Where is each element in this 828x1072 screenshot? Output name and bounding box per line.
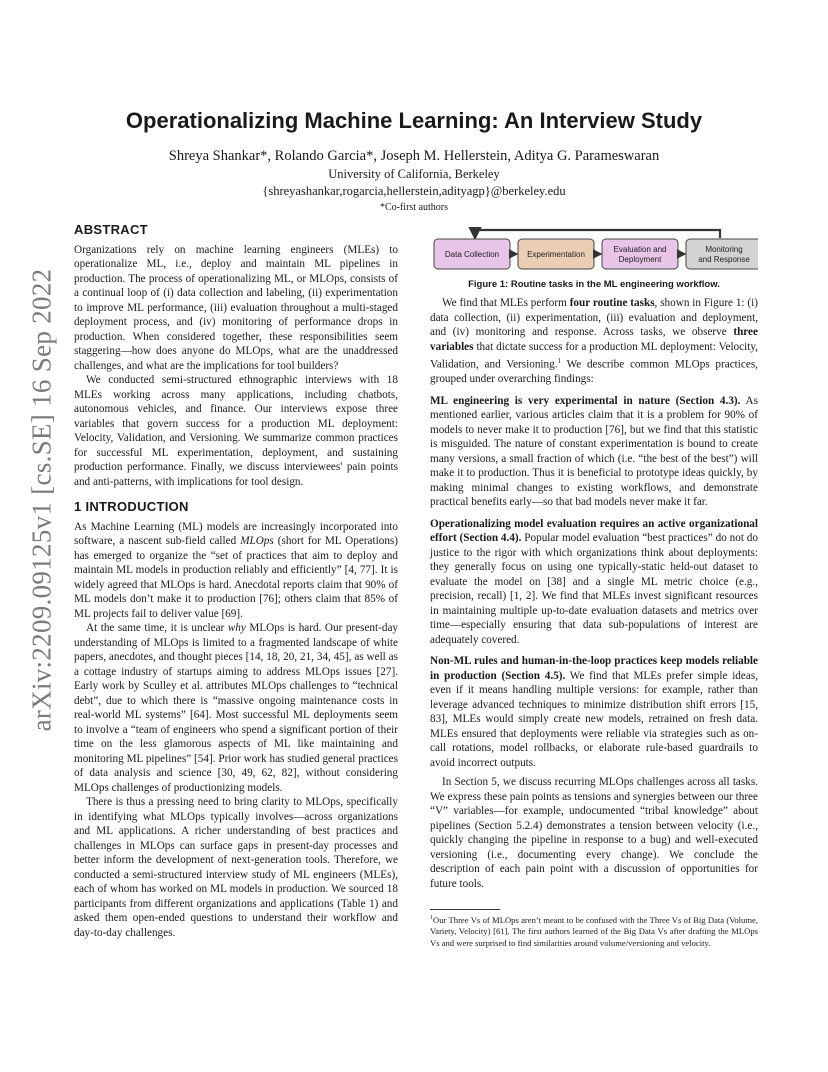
arxiv-side-identifier (22, 268, 62, 732)
workflow-box-label-4: Monitoring and Response (698, 245, 750, 264)
footnote: $^1$Our Three Vs of MLOps aren’t meant to be confused with the Three Vs of Big Data (Volume, Variety, Velocity) [61]. The first authors learned of the Big Data Vs after drafting the MLOps Vs and were surprised to find similarities around volume/versioning and velocity. (430, 914, 758, 948)
workflow-box-4 (686, 239, 758, 269)
co-first-note: *Co-first authors (379, 202, 449, 213)
left-column (74, 223, 398, 940)
workflow-box-label-3: Evaluation and Deployment (613, 245, 667, 264)
author-list: Shreya Shankar*, Rolando Garcia*, Joseph M. Hellerstein, Aditya G. Parameswaran (168, 148, 660, 164)
feedback-loop-arrow (475, 230, 720, 238)
findings-intro-paragraph: We find that MLEs perform four routine tasks, shown in Figure 1: (i) data collection, (ii) experimentation, (iii) evaluation and deployment, and (iv) monitoring and response. Across tasks, we observe three variables that dictate success for a production ML deployment: Velocity, Validation, and Versioning.$^1$ We describe common MLOps practices, grouped under overarching findings: (430, 297, 758, 386)
paper-title: Operationalizing Machine Learning: An Interview Study (125, 108, 703, 133)
intro-paragraph-3: There is thus a pressing need to bring clarity to MLOps, specifically in identifying what MLOps typically involves—across organizations and ML applications. A richer understanding of best practices and challenges in MLOps can surface gaps in present-day processes and better inform the development of next-generation tools. Therefore, we conducted a semi-structured interview study of ML engineers (MLEs), each of whom has worked on ML models in production. We sourced 18 participants from different organizations and applications (Table 1) and asked them open-ended questions to understand their workflow and day-to-day challenges. (74, 796, 398, 939)
abstract-heading: ABSTRACT (74, 222, 148, 237)
finding-reliability: Non-ML rules and human-in-the-loop practices keep models reliable in production (Section 4.5). We find that MLEs prefer simple ideas, even if it means handling multiple versions: for example, rather than leverage advanced techniques to minimize distribution shift errors [15, 83], MLEs would simply create new models, retrained on fresh data. MLEs ensured that deployments were reliable via strategies such as on-call rotations, model rollbacks, or elaborate rule-based guardrails to avoid incorrect outputs. (430, 655, 758, 769)
author-emails: {shreyashankar,rogarcia,hellerstein,adityagp}@berkeley.edu (262, 184, 566, 198)
abstract-paragraph-2: We conducted semi-structured ethnographic interviews with 18 MLEs working across many applications, including chatbots, autonomous vehicles, and finance. Our interviews expose three variables that govern success for a production ML deployment: Velocity, Validation, and Versioning. We summarize common practices for successful ML experimentation, deployment, and sustaining production performance. Finally, we discuss interviewees' pain points and anti-patterns, with implications for tool design. (74, 374, 398, 488)
right-column (430, 296, 758, 891)
challenges-paragraph: In Section 5, we discuss recurring MLOps challenges across all tasks. We express these pain points as tensions and synergies between our three “V” variables—for example, undocumented “tribal knowledge” about pipelines (Section 5.2.4) demonstrates a tension between velocity (i.e., quickly changing the pipeline in response to a bug) and well-executed versioning (i.e., documenting every change). We conclude the description of each pain point with a discussion of opportunities for future tools. (430, 776, 758, 890)
intro-paragraph-1: As Machine Learning (ML) models are increasingly incorporated into software, a nascent sub-field called MLOps (short for ML Operations) has emerged to organize the “set of practices that aim to deploy and maintain ML models in production reliably and efficiently” [4, 77]. It is widely agreed that MLOps is hard. Anecdotal reports claim that 90% of ML models don’t make it to production [76]; others claim that 85% of ML projects fail to deliver value [69]. (74, 520, 398, 620)
workflow-box-label-2: Experimentation (527, 250, 585, 259)
introduction-heading: 1 INTRODUCTION (74, 499, 189, 514)
footnote-rule (430, 909, 500, 910)
intro-paragraph-2: At the same time, it is unclear why MLOps is hard. Our present-day understanding of MLOps is limited to a fragmented landscape of white papers, anecdotes, and thought pieces [14, 18, 20, 21, 34, 45], as well as a cottage industry of startups aiming to address MLOps issues [27]. Early work by Sculley et al. attributes MLOps challenges to “technical debt”, due to which there is “massive ongoing maintenance costs in real-world ML systems” [64]. Most successful ML deployments seem to involve a “team of engineers who spend a significant portion of their time on the less glamorous aspects of ML like maintaining and monitoring ML pipelines” [54]. Prior work has studied general practices of data analysis and science [30, 49, 62, 82], without considering MLOps challenges of productionizing models. (74, 622, 399, 794)
figure-caption: Figure 1: Routine tasks in the ML engineering workflow. (468, 279, 720, 290)
arxiv-id-text: arXiv:2209.09125v1 [cs.SE] 16 Sep 2022 (26, 268, 57, 732)
finding-evaluation: Operationalizing model evaluation requires an active organizational effort (Section 4.4). Popular model evaluation “best practices” do not do justice to the rigor with which organizations think about deployments: they generally focus on using one typically-static held-out dataset to evaluate the model on [38] and a single ML metric choice (e.g., precision, recall) [1, 2]. We find that MLEs invest significant resources in maintaining multiple up-to-date evaluation datasets and metrics over time—especially ensuring that data sub-populations of interest are adequately covered. (430, 517, 758, 646)
workflow-box-3 (602, 239, 678, 269)
finding-experimental: ML engineering is very experimental in nature (Section 4.3). As mentioned earlier, various articles claim that it is a problem for 90% of models to never make it to production [76], but we find that this statistic is misguided. The nature of constant experimentation is bound to create many versions, a small fraction of which (i.e. “the best of the best”) will make it to production. Thus it is beneficial to prototype ideas quickly, by making minimal changes to existing workflows, and demonstrate practical benefits early—so that bad models never make it far. (430, 394, 758, 509)
affiliation: University of California, Berkeley (328, 167, 500, 181)
abstract-paragraph-1: Organizations rely on machine learning engineers (MLEs) to operationalize ML, i.e., deploy and maintain ML pipelines in production. The process of operationalizing ML, or MLOps, consists of a continual loop of (i) data collection and labeling, (ii) experimentation to improve ML performance, (iii) evaluation throughout a multi-staged deployment process, and (iv) monitoring of performance drops in production. When considered together, these responsibilities seem staggering—how does anyone do MLOps, what are the unaddressed challenges, and what are the implications for tool builders? (74, 243, 398, 372)
workflow-box-label-1: Data Collection (444, 250, 500, 259)
